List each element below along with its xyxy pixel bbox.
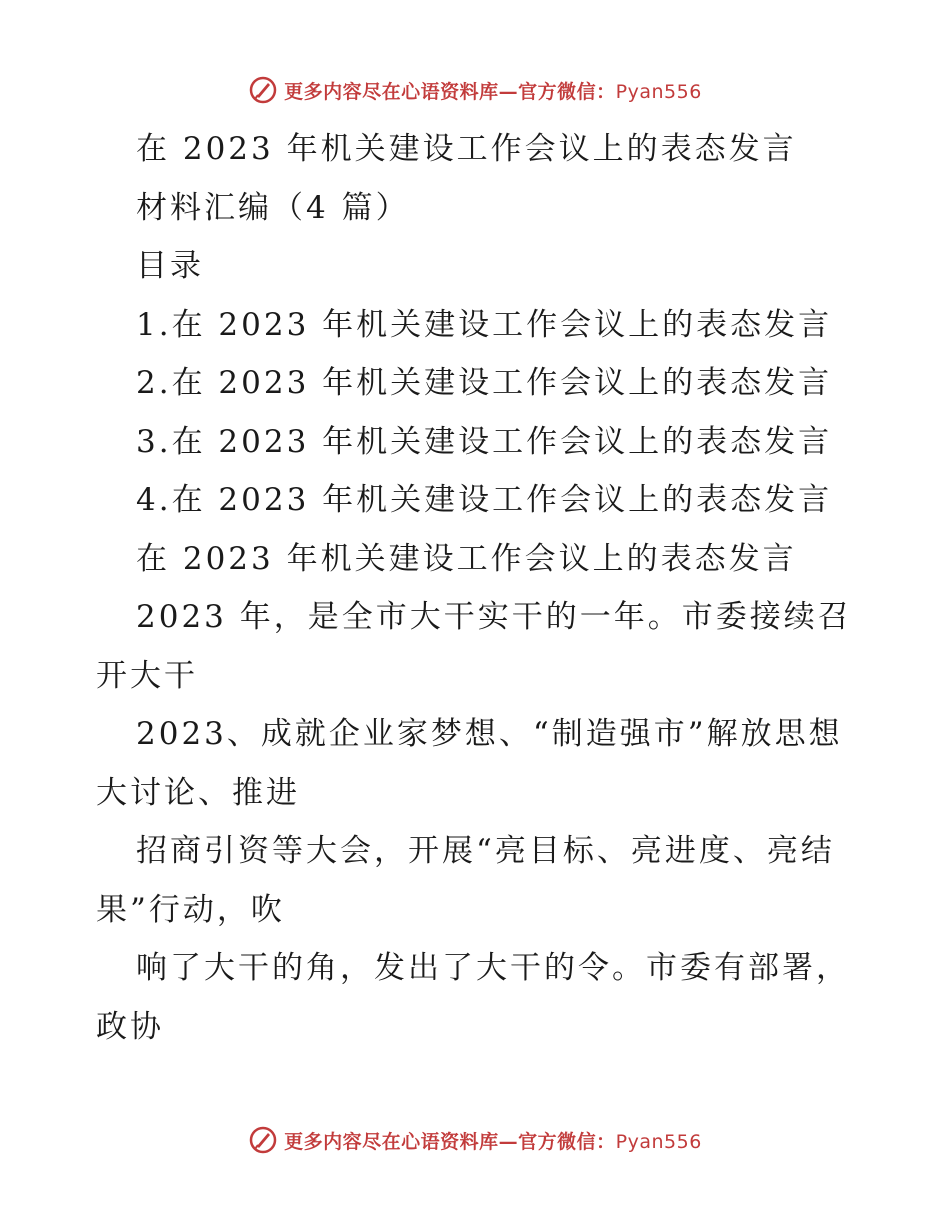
watermark-wechat-id: Pyan556 <box>615 1130 702 1153</box>
paragraph-line: 果”行动，吹 <box>96 891 285 928</box>
document-title-line-2: 材料汇编（4 篇） <box>136 189 410 226</box>
paragraph-line: 招商引资等大会，开展“亮目标、亮进度、亮结 <box>136 833 835 869</box>
toc-item: 2.在 2023 年机关建设工作会议上的表态发言 <box>136 365 833 401</box>
document-title-line-1: 在 2023 年机关建设工作会议上的表态发言 <box>136 131 797 167</box>
paragraph-line: 2023 年，是全市大干实干的一年。市委接续召 <box>136 599 852 635</box>
header-watermark <box>0 72 950 108</box>
paragraph-line: 政协 <box>96 1008 164 1045</box>
toc-item: 1.在 2023 年机关建设工作会议上的表态发言 <box>136 306 833 343</box>
paragraph-line: 2023、成就企业家梦想、“制造强市”解放思想 <box>136 716 843 752</box>
paragraph-line: 开大干 <box>96 657 198 694</box>
toc-item: 3.在 2023 年机关建设工作会议上的表态发言 <box>136 423 833 460</box>
document-body <box>96 120 856 1056</box>
watermark-text: 更多内容尽在心语资料库—官方微信： <box>284 80 616 103</box>
quill-logo-icon <box>248 1125 278 1155</box>
paragraph-line: 响了大干的角，发出了大干的令。市委有部署， <box>136 950 850 986</box>
paragraph-line: 大讨论、推进 <box>96 774 300 811</box>
quill-logo-icon <box>248 75 278 105</box>
toc-heading: 目录 <box>136 248 204 284</box>
watermark-text: 更多内容尽在心语资料库—官方微信： <box>284 1130 616 1153</box>
toc-item: 4.在 2023 年机关建设工作会议上的表态发言 <box>136 482 833 518</box>
footer-watermark <box>0 1122 950 1158</box>
watermark-wechat-id: Pyan556 <box>615 80 702 103</box>
section-title: 在 2023 年机关建设工作会议上的表态发言 <box>136 540 797 577</box>
